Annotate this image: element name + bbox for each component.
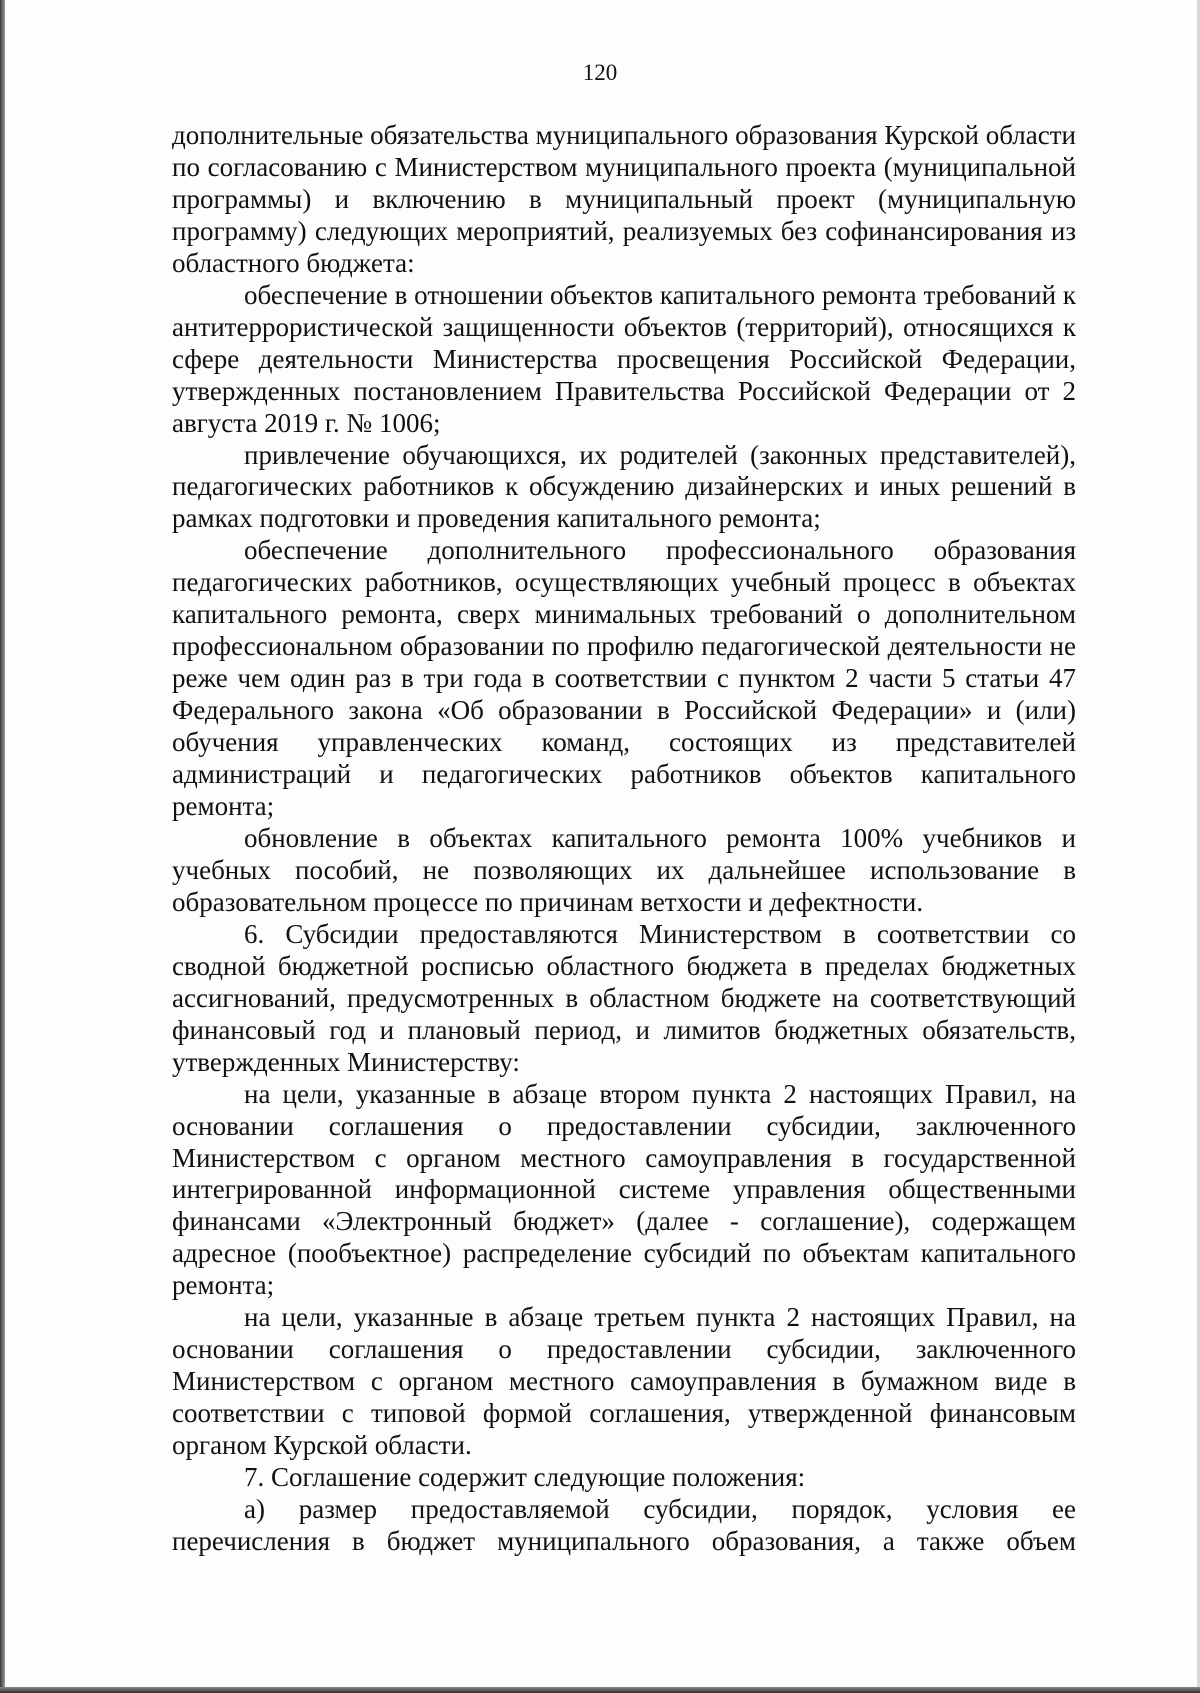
paragraph-paper-agreement: на цели, указанные в абзаце третьем пункта 2 настоящих Правил, на основании соглашения о предоставлении субсидии, заключенного Министерством с органом местного самоуправления в бумажном виде в соответствии с типовой формой соглашения, утвержденной финансовым органом Курской области. — [172, 1302, 1076, 1461]
paragraph-item-7a: а) размер предоставляемой субсидии, порядок, условия ее перечисления в бюджет муниципального образования, а также объем — [172, 1493, 1076, 1556]
paragraph-textbook-renewal: обновление в объектах капитального ремонта 100% учебников и учебных пособий, не позволяющих их дальнейшее использование в образовательном процессе по причинам ветхости и дефектности. — [172, 822, 1076, 917]
page-number: 120 — [582, 60, 618, 85]
paragraph-electronic-budget-agreement: на цели, указанные в абзаце втором пункта 2 настоящих Правил, на основании соглашения о предоставлении субсидии, заключенного Министерством с органом местного самоуправления в государственной интегрированной информационной системе управления общественными финансами «Электронный бюджет» (далее - соглашение), содержащем адресное (пообъектное) распределение субсидий по объектам капитального ремонта; — [172, 1078, 1076, 1301]
scan-edge-left — [0, 0, 5, 1693]
paragraph-item-6-subsidies: 6. Субсидии предоставляются Министерством в соответствии со сводной бюджетной росписью областного бюджета в пределах бюджетных ассигнований, предусмотренных в областном бюджете на соответствующий финансовый год и плановый период, и лимитов бюджетных обязательств, утвержденных Министерству: — [172, 918, 1076, 1077]
scan-edge-bottom — [0, 1687, 1200, 1693]
document-body — [172, 120, 1076, 1558]
paragraph-antiterror-security: обеспечение в отношении объектов капитального ремонта требований к антитеррористической защищенности объектов (территорий), относящихся к сфере деятельности Министерства просвещения Российской Федерации, утвержденных постановлением Правительства Российской Федерации от 2 августа 2019 г. № 1006; — [172, 279, 1076, 438]
paragraph-obligations-intro: дополнительные обязательства муниципального образования Курской области по согласованию с Министерством муниципального проекта (муниципальной программы) и включению в муниципальный проект (муниципальную программу) следующих мероприятий, реализуемых без софинансирования из областного бюджета: — [172, 120, 1076, 278]
paragraph-teacher-training: обеспечение дополнительного профессионального образования педагогических работников, осуществляющих учебный процесс в объектах капитального ремонта, сверх минимальных требований о дополнительном профессиональном образовании по профилю педагогической деятельности не реже чем один раз в три года в соответствии с пунктом 2 части 5 статьи 47 Федерального закона «Об образовании в Российской Федерации» и (или) обучения управленческих команд, состоящих из представителей администраций и педагогических работников объектов капитального ремонта; — [172, 535, 1076, 822]
paragraph-item-7-agreement: 7. Соглашение содержит следующие положения: — [244, 1462, 806, 1493]
paragraph-stakeholder-involvement: привлечение обучающихся, их родителей (законных представителей), педагогических работников к обсуждению дизайнерских и иных решений в рамках подготовки и проведения капитального ремонта; — [172, 439, 1076, 534]
